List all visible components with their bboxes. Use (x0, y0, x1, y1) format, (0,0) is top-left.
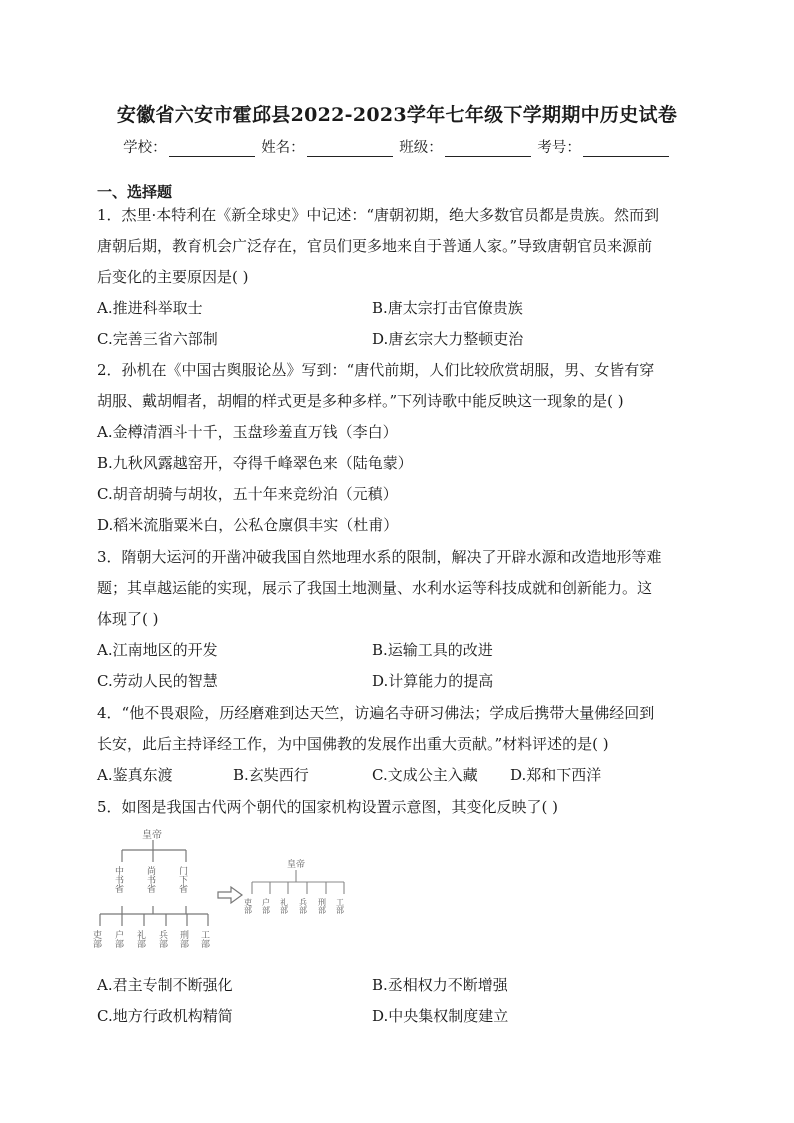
q2-stem-line1: 2．孙机在《中国古舆服论丛》写到：“唐代前期，人们比较欣赏胡服，男、女皆有穿 (97, 361, 655, 379)
right-bottom-3: 兵部 (298, 898, 308, 914)
q4-option-d[interactable]: D.郑和下西洋 (510, 766, 602, 784)
name-blank[interactable] (307, 142, 393, 157)
q3-stem-line2: 题；其卓越运能的实现，展示了我国土地测量、水利水运等科技成就和创新能力。这 (97, 579, 653, 597)
q3-stem-line1: 3．隋朝大运河的开凿冲破我国自然地理水系的限制，解决了开辟水源和改造地形等难 (97, 548, 662, 566)
q2-stem-line2: 胡服、戴胡帽者，胡帽的样式更是多种多样。”下列诗歌中能反映这一现象的是( ) (97, 392, 624, 410)
right-bottom-2: 礼部 (279, 898, 289, 914)
q3-option-c[interactable]: C.劳动人民的智慧 (97, 672, 218, 690)
left-bottom-1: 户部 (113, 930, 123, 948)
q5-option-a[interactable]: A.君主专制不断强化 (97, 976, 233, 994)
left-emperor-label: 皇帝 (142, 830, 162, 841)
number-label: 考号： (537, 140, 581, 156)
q1-stem-line3: 后变化的主要原因是( ) (97, 268, 249, 286)
left-bottom-0: 吏部 (91, 930, 101, 948)
q1-option-d[interactable]: D.唐玄宗大力整顿吏治 (372, 330, 524, 348)
class-blank[interactable] (445, 142, 531, 157)
right-bottom-4: 刑部 (317, 898, 327, 914)
q4-option-a[interactable]: A.鉴真东渡 (97, 766, 173, 784)
left-mid-0: 中书省 (113, 866, 123, 893)
q5-option-d[interactable]: D.中央集权制度建立 (372, 1007, 509, 1025)
left-mid-2: 门下省 (177, 866, 187, 893)
q4-stem-line1: 4．“他不畏艰险，历经磨难到达天竺，访遍名寺研习佛法；学成后携带大量佛经回到 (97, 704, 655, 722)
q1-option-c[interactable]: C.完善三省六部制 (97, 330, 218, 348)
right-bottom-1: 户部 (261, 898, 271, 914)
q1-stem-line1: 1．杰里·本特利在《新全球史》中记述：“唐朝初期，绝大多数官员都是贵族。然而到 (97, 206, 659, 224)
q2-option-c[interactable]: C.胡音胡骑与胡妆，五十年来竞纷泊（元稹） (97, 485, 398, 503)
section-heading: 一、选择题 (97, 183, 173, 201)
left-bottom-5: 工部 (199, 930, 209, 948)
left-bottom-2: 礼部 (135, 930, 145, 948)
q4-stem-line2: 长安，此后主持译经工作，为中国佛教的发展作出重大贡献。”材料评述的是( ) (97, 735, 609, 753)
q1-option-b[interactable]: B.唐太宗打击官僚贵族 (372, 299, 523, 317)
student-info-row (0, 136, 794, 157)
right-bottom-labels (244, 897, 345, 915)
q3-option-d[interactable]: D.计算能力的提高 (372, 672, 494, 690)
q3-option-b[interactable]: B.运输工具的改进 (372, 641, 493, 659)
right-bottom-0: 吏部 (243, 898, 253, 914)
q1-stem-line2: 唐朝后期，教育机会广泛存在，官员们更多地来自于普通人家。”导致唐朝官员来源前 (97, 237, 653, 255)
government-structure-diagram (91, 826, 366, 966)
left-bottom-4: 刑部 (178, 930, 188, 948)
exam-title: 安徽省六安市霍邱县2022-2023学年七年级下学期期中历史试卷 (116, 104, 678, 126)
left-bottom-3: 兵部 (157, 930, 167, 948)
q5-stem-line1: 5．如图是我国古代两个朝代的国家机构设置示意图，其变化反映了( ) (97, 798, 559, 816)
left-mid-1: 尚书省 (145, 866, 155, 893)
arrow-icon (218, 887, 242, 903)
right-tree-lines (252, 870, 344, 894)
q4-option-c[interactable]: C.文成公主入藏 (372, 766, 478, 784)
number-blank[interactable] (583, 142, 669, 157)
left-mid-labels (113, 865, 188, 894)
q3-option-a[interactable]: A.江南地区的开发 (97, 641, 218, 659)
q2-option-a[interactable]: A.金樽清酒斗十千，玉盘珍羞直万钱（李白） (97, 423, 398, 441)
q5-option-b[interactable]: B.丞相权力不断增强 (372, 976, 508, 994)
q1-option-a[interactable]: A.推进科举取士 (97, 299, 203, 317)
school-label: 学校： (123, 140, 167, 156)
q4-option-b[interactable]: B.玄奘西行 (233, 766, 309, 784)
school-blank[interactable] (169, 142, 255, 157)
left-bottom-labels (91, 929, 210, 949)
q2-option-b[interactable]: B.九秋风露越窑开，夺得千峰翠色来（陆龟蒙） (97, 454, 413, 472)
class-label: 班级： (399, 140, 443, 156)
name-label: 姓名： (261, 140, 305, 156)
right-bottom-5: 工部 (335, 898, 345, 914)
q2-option-d[interactable]: D.稻米流脂粟米白，公私仓廪俱丰实（杜甫） (97, 516, 399, 534)
right-emperor-label: 皇帝 (287, 860, 306, 870)
q5-option-c[interactable]: C.地方行政机构精简 (97, 1007, 233, 1025)
q3-stem-line3: 体现了( ) (97, 610, 159, 628)
